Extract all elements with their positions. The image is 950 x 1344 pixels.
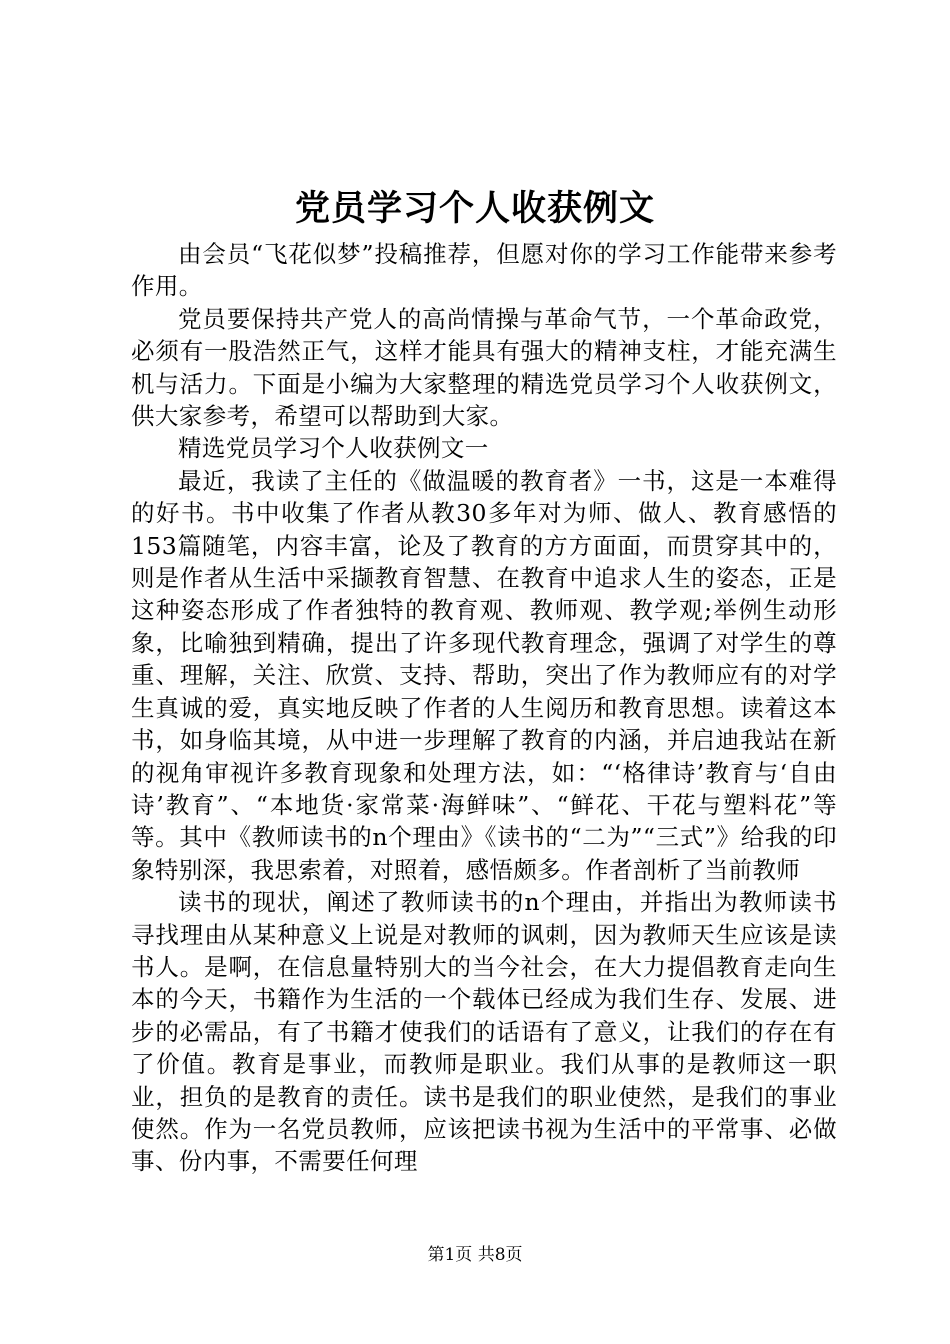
paragraph-section-heading: 精选党员学习个人收获例文一 [178, 434, 489, 463]
paragraph-body-2: 读书的现状，阐述了教师读书的n个理由，并指出为教师读书寻找理由从某种意义上说是对教师的讽刺，因为教师天生应该是读书人。是啊，在信息量特别大的当今社会，在大力提倡教育走向生本的今天，书籍作为生活的一个载体已经成为我们生存、发展、进步的必需品，有了书籍才使我们的话语有了意义，让我们的存在有了价值。教育是事业，而教师是职业。我们从事的是教师这一职业，担负的是教育的责任。读书是我们的职业使然，是我们的事业使然。作为一名党员教师，应该把读书视为生活中的平常事、必做事、份内事，不需要任何理 [131, 888, 837, 1176]
paragraph-body-1: 最近，我读了主任的《做温暖的教育者》一书，这是一本难得的好书。书中收集了作者从教30多年对为师、做人、教育感悟的153篇随笔，内容丰富，论及了教育的方方面面，而贯穿其中的，则是作者从生活中采撷教育智慧、在教育中追求人生的姿态，正是这种姿态形成了作者独特的教育观、教师观、教学观;举例生动形象，比喻独到精确，提出了许多现代教育理念，强调了对学生的尊重、理解，关注、欣赏、支持、帮助，突出了作为教师应有的对学生真诚的爱，真实地反映了作者的人生阅历和教育思想。读着这本书，如身临其境，从中进一步理解了教育的内涵，并启迪我站在新的视角审视许多教育现象和处理方法，如：“‘格律诗’教育与‘自由诗’教育”、“本地货·家常菜·海鲜味”、“鲜花、干花与塑料花”等等。其中《教师读书的n个理由》《读书的“二为”“三式”》给我的印象特别深，我思索着，对照着，感悟颇多。作者剖析了当前教师 [131, 466, 837, 884]
document-body [131, 238, 837, 1178]
paragraph-intro: 由会员“飞花似梦”投稿推荐，但愿对你的学习工作能带来参考作用。 [131, 240, 837, 301]
paragraph-preface: 党员要保持共产党人的高尚情操与革命气节，一个革命政党，必须有一股浩然正气，这样才能具有强大的精神支柱，才能充满生机与活力。下面是小编为大家整理的精选党员学习个人收获例文，供大家参考，希望可以帮助到大家。 [131, 304, 837, 431]
document-title: 党员学习个人收获例文 [294, 188, 655, 229]
page-footer: 第1页 共8页 [427, 1245, 523, 1265]
